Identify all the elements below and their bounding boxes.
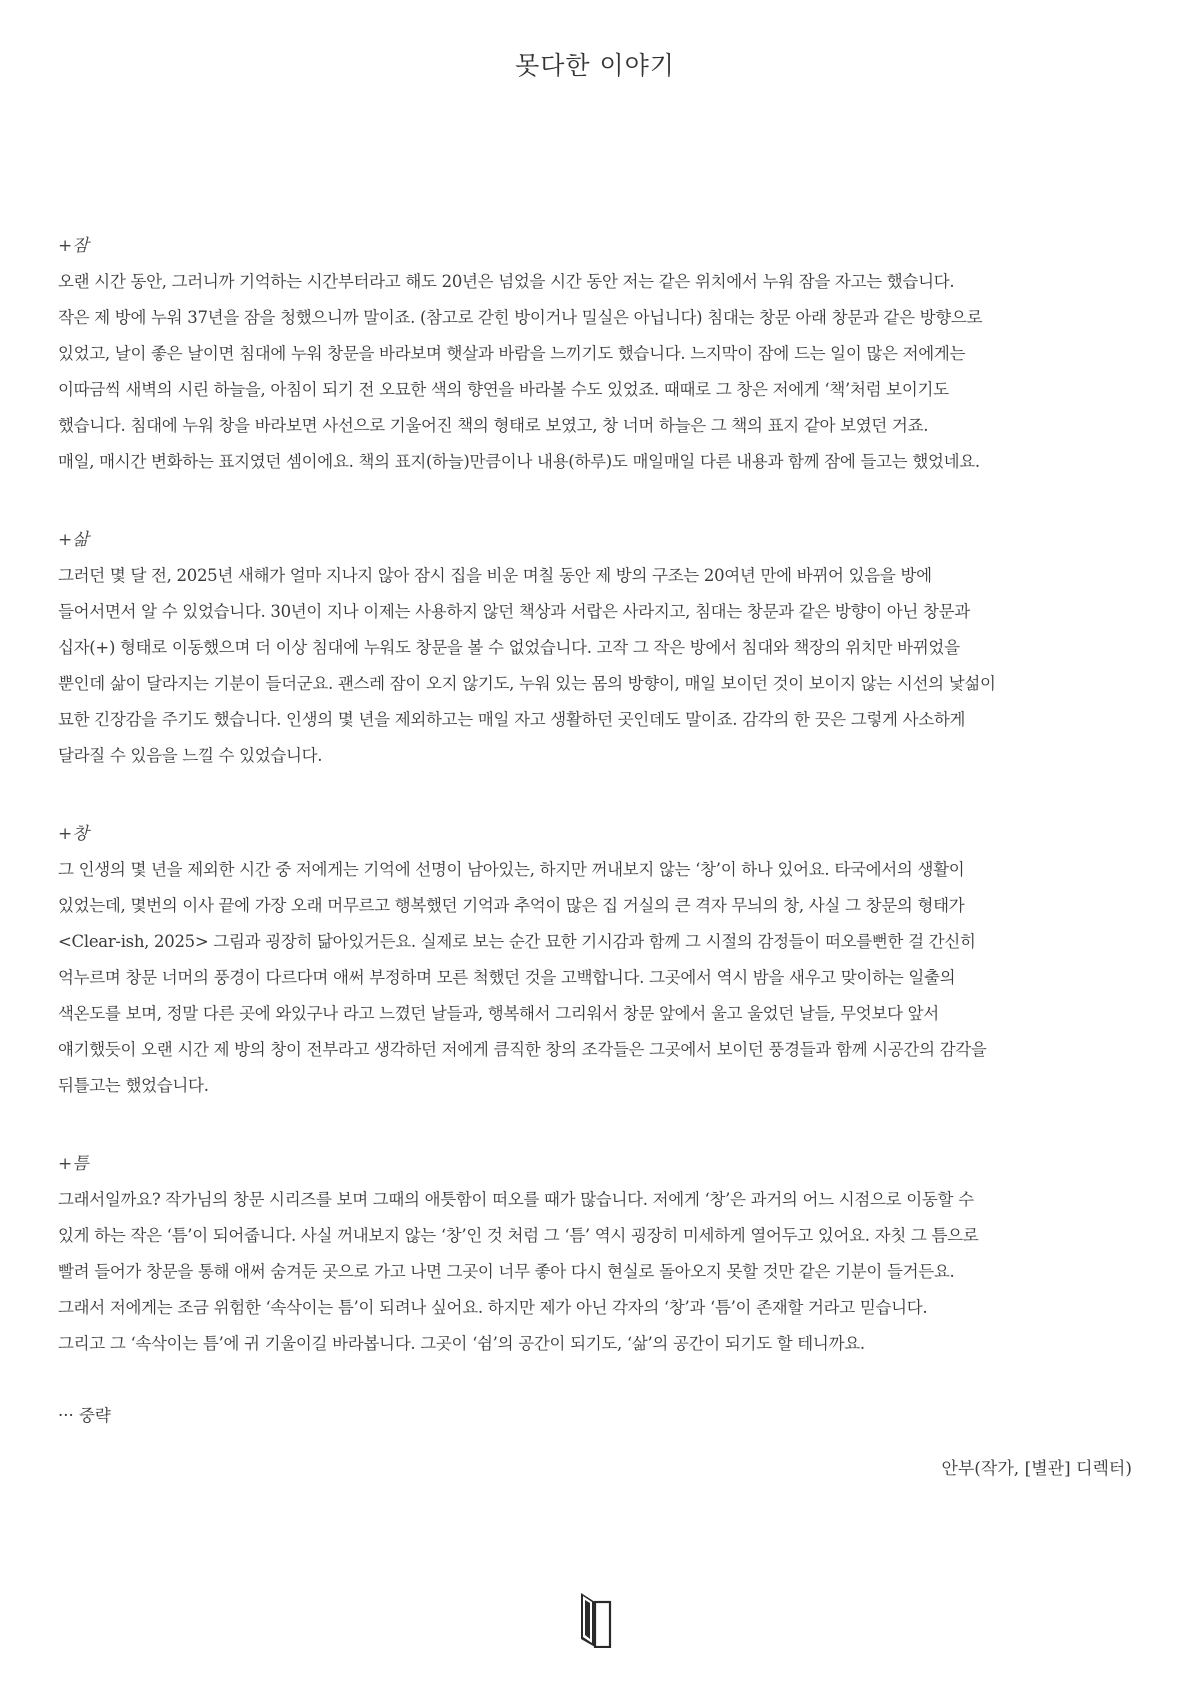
paragraph-line: <Clear-ish, 2025> 그림과 굉장히 닮아있거든요. 실제로 보는 순간 묘한 기시감과 함께 그 시절의 감정들이 떠오를뻔한 걸 간신히 xyxy=(58,932,976,951)
paragraph-line: 이따금씩 새벽의 시린 하늘을, 아침이 되기 전 오묘한 색의 향연을 바라볼 수도 있었죠. 때때로 그 창은 저에게 ‘책’처럼 보이기도 xyxy=(58,380,949,399)
section-window xyxy=(58,816,1138,1104)
book-logo-icon xyxy=(580,1592,612,1648)
author-signature: 안부(작가, [별관] 디렉터) xyxy=(941,1459,1132,1479)
essay-body xyxy=(58,228,1138,1434)
paragraph-line: 오랜 시간 동안, 그러니까 기억하는 시간부터라고 해도 20년은 넘었을 시간 동안 저는 같은 위치에서 누워 잠을 자고는 했습니다. xyxy=(58,272,955,291)
paragraph-line: 묘한 긴장감을 주기도 했습니다. 인생의 몇 년을 제외하고는 매일 자고 생활하던 곳인데도 말이죠. 감각의 한 끗은 그렇게 사소하게 xyxy=(58,710,966,729)
paragraph-line: 색온도를 보며, 정말 다른 곳에 와있구나 라고 느꼈던 날들과, 행복해서 그리워서 창문 앞에서 울고 울었던 날들, 무엇보다 앞서 xyxy=(58,1004,939,1023)
omission-marker: ··· 중략 xyxy=(58,1406,111,1425)
paragraph-line: 달라질 수 있음을 느낄 수 있었습니다. xyxy=(58,746,323,765)
paragraph-line: 그러던 몇 달 전, 2025년 새해가 얼마 지나지 않아 잠시 집을 비운 며칠 동안 제 방의 구조는 20여년 만에 바뀌어 있음을 방에 xyxy=(58,566,932,585)
section-life xyxy=(58,522,1138,774)
section-heading: +삶 xyxy=(58,530,89,550)
paragraph-line: 그 인생의 몇 년을 제외한 시간 중 저에게는 기억에 선명이 남아있는, 하지만 꺼내보지 않는 ‘창’이 하나 있어요. 타국에서의 생활이 xyxy=(58,860,965,879)
section-gap xyxy=(58,1146,1138,1362)
paragraph-line: 작은 제 방에 누워 37년을 잠을 청했으니까 말이죠. (참고로 갇힌 방이거나 밀실은 아닙니다) 침대는 창문 아래 창문과 같은 방향으로 xyxy=(58,308,983,327)
section-heading: +잠 xyxy=(58,236,89,256)
paragraph-line: 얘기했듯이 오랜 시간 제 방의 창이 전부라고 생각하던 저에게 큼직한 창의 조각들은 그곳에서 보이던 풍경들과 함께 시공간의 감각을 xyxy=(58,1040,987,1059)
paragraph-line: 했습니다. 침대에 누워 창을 바라보면 사선으로 기울어진 책의 형태로 보였고, 창 너머 하늘은 그 책의 표지 같아 보였던 거죠. xyxy=(58,416,929,435)
paragraph-line: 뿐인데 삶이 달라지는 기분이 들더군요. 괜스레 잠이 오지 않기도, 누워 있는 몸의 방향이, 매일 보이던 것이 보이지 않는 시선의 낯섦이 xyxy=(58,674,996,693)
paragraph-line: 그래서일까요? 작가님의 창문 시리즈를 보며 그때의 애틋함이 떠오를 때가 많습니다. 저에게 ‘창’은 과거의 어느 시점으로 이동할 수 xyxy=(58,1190,974,1209)
section-heading: +창 xyxy=(58,824,89,844)
paragraph-line: 그리고 그 ‘속삭이는 틈’에 귀 기울이길 바라봅니다. 그곳이 ‘쉼’의 공간이 되기도, ‘삶’의 공간이 되기도 할 테니까요. xyxy=(58,1334,865,1353)
paragraph-line: 있었고, 날이 좋은 날이면 침대에 누워 창문을 바라보며 햇살과 바람을 느끼기도 했습니다. 느지막이 잠에 드는 일이 많은 저에게는 xyxy=(58,344,966,363)
paragraph-line: 뒤틀고는 했었습니다. xyxy=(58,1076,209,1095)
paragraph-line: 빨려 들어가 창문을 통해 애써 숨겨둔 곳으로 가고 나면 그곳이 너무 좋아 다시 현실로 돌아오지 못할 것만 같은 기분이 들거든요. xyxy=(58,1262,955,1281)
page-title: 못다한 이야기 xyxy=(515,51,675,80)
paragraph-line: 그래서 저에게는 조금 위험한 ‘속삭이는 틈’이 되려나 싶어요. 하지만 제가 아닌 각자의 ‘창’과 ‘틈’이 존재할 거라고 믿습니다. xyxy=(58,1298,928,1317)
paragraph-line: 십자(+) 형태로 이동했으며 더 이상 침대에 누워도 창문을 볼 수 없었습니다. 고작 그 작은 방에서 침대와 책장의 위치만 바뀌었을 xyxy=(58,638,960,657)
paragraph-line: 있었는데, 몇번의 이사 끝에 가장 오래 머무르고 행복했던 기억과 추억이 많은 집 거실의 큰 격자 무늬의 창, 사실 그 창문의 형태가 xyxy=(58,896,965,915)
paragraph-line: 억누르며 창문 너머의 풍경이 다르다며 애써 부정하며 모른 척했던 것을 고백합니다. 그곳에서 역시 밤을 새우고 맞이하는 일출의 xyxy=(58,968,956,987)
paragraph-line: 있게 하는 작은 ‘틈’이 되어줍니다. 사실 꺼내보지 않는 ‘창’인 것 처럼 그 ‘틈’ 역시 굉장히 미세하게 열어두고 있어요. 자칫 그 틈으로 xyxy=(58,1226,979,1245)
paragraph-line: 들어서면서 알 수 있었습니다. 30년이 지나 이제는 사용하지 않던 책상과 서랍은 사라지고, 침대는 창문과 같은 방향이 아닌 창문과 xyxy=(58,602,970,621)
section-sleep xyxy=(58,228,1138,480)
section-heading: +틈 xyxy=(58,1154,89,1174)
paragraph-line: 매일, 매시간 변화하는 표지였던 셈이에요. 책의 표지(하늘)만큼이나 내용(하루)도 매일매일 다른 내용과 함께 잠에 들고는 했었네요. xyxy=(58,452,980,471)
